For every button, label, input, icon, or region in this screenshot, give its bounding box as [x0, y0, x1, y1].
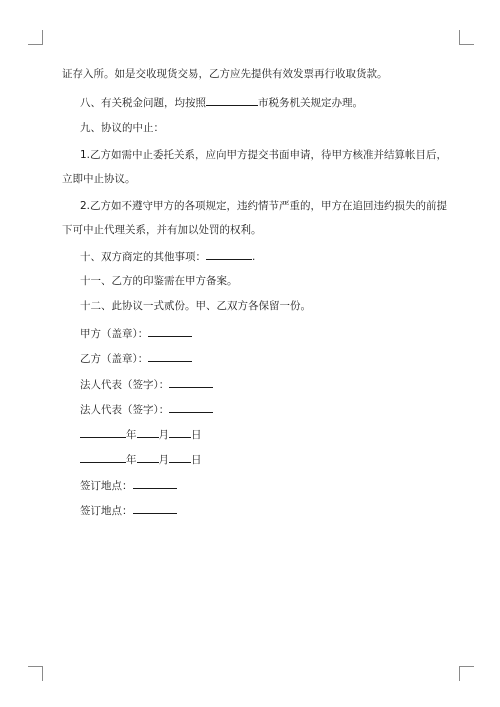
- year-label: 年: [126, 429, 137, 441]
- clause-12: 十二、此协议一式贰份。甲、乙双方各保留一份。: [80, 300, 311, 312]
- signing-place-2: [80, 502, 177, 518]
- clause-9-heading: 九、协议的中止：: [80, 122, 164, 134]
- day-blank: [169, 451, 191, 463]
- clause-9-item-2: 2.乙方如不遵守甲方的各项规定，违约情节严重的，甲方在追回违约损失的前提: [80, 200, 448, 212]
- legal-rep-blank-1: [169, 376, 213, 388]
- month-label: 月: [158, 454, 169, 466]
- clause-10-text: 十、双方商定的其他事项：: [80, 251, 206, 263]
- signing-place-label-2: 签订地点：: [80, 505, 133, 517]
- clause-8-text-a: 八、有关税金问题，均按照: [80, 97, 206, 109]
- legal-rep-label-1: 法人代表（签字）：: [80, 379, 170, 391]
- party-b-seal: [80, 350, 192, 366]
- legal-rep-signature-2: [80, 401, 213, 417]
- year-label: 年: [126, 454, 137, 466]
- clause-8: [80, 94, 363, 110]
- day-label: 日: [191, 454, 202, 466]
- clause-9-item-1: 1.乙方如需中止委托关系，应向甲方提交书面申请，待甲方核准并结算帐目后，: [80, 149, 448, 161]
- legal-rep-signature-1: [80, 376, 213, 392]
- signing-place-label-1: 签订地点：: [80, 480, 133, 492]
- date-line-1: [80, 426, 202, 442]
- corner-mark-bottom-right: [459, 666, 474, 681]
- blank-underline: [206, 94, 258, 106]
- corner-mark-bottom-left: [28, 666, 43, 681]
- blank-underline: [206, 248, 252, 260]
- clause-9-item-2-cont: 下可中止代理关系，并有加以处罚的权利。: [62, 224, 262, 236]
- party-a-seal-blank: [148, 325, 192, 337]
- clause-10-period: .: [252, 251, 256, 263]
- date-line-2: [80, 451, 202, 467]
- month-blank: [137, 426, 159, 438]
- signing-place-1: [80, 477, 177, 493]
- signing-place-blank-2: [133, 502, 177, 514]
- clause-8-text-b: 市税务机关规定办理。: [258, 97, 363, 109]
- year-blank: [80, 426, 126, 438]
- legal-rep-label-2: 法人代表（签字）：: [80, 404, 170, 416]
- month-blank: [137, 451, 159, 463]
- signing-place-blank-1: [133, 477, 177, 489]
- party-a-seal: [80, 325, 192, 341]
- party-b-seal-blank: [148, 350, 192, 362]
- clause-11: 十一、乙方的印鉴需在甲方备案。: [80, 275, 238, 287]
- party-a-seal-label: 甲方（盖章）：: [80, 328, 149, 340]
- party-b-seal-label: 乙方（盖章）：: [80, 353, 149, 365]
- month-label: 月: [158, 429, 169, 441]
- legal-rep-blank-2: [169, 401, 213, 413]
- text-line: 证存入所。如是交收现货交易，乙方应先提供有效发票再行收取货款。: [62, 68, 388, 80]
- day-blank: [169, 426, 191, 438]
- year-blank: [80, 451, 126, 463]
- clause-10: [80, 248, 255, 264]
- corner-mark-top-left: [28, 30, 43, 45]
- corner-mark-top-right: [459, 30, 474, 45]
- clause-9-item-1-cont: 立即中止协议。: [62, 173, 136, 185]
- day-label: 日: [191, 429, 202, 441]
